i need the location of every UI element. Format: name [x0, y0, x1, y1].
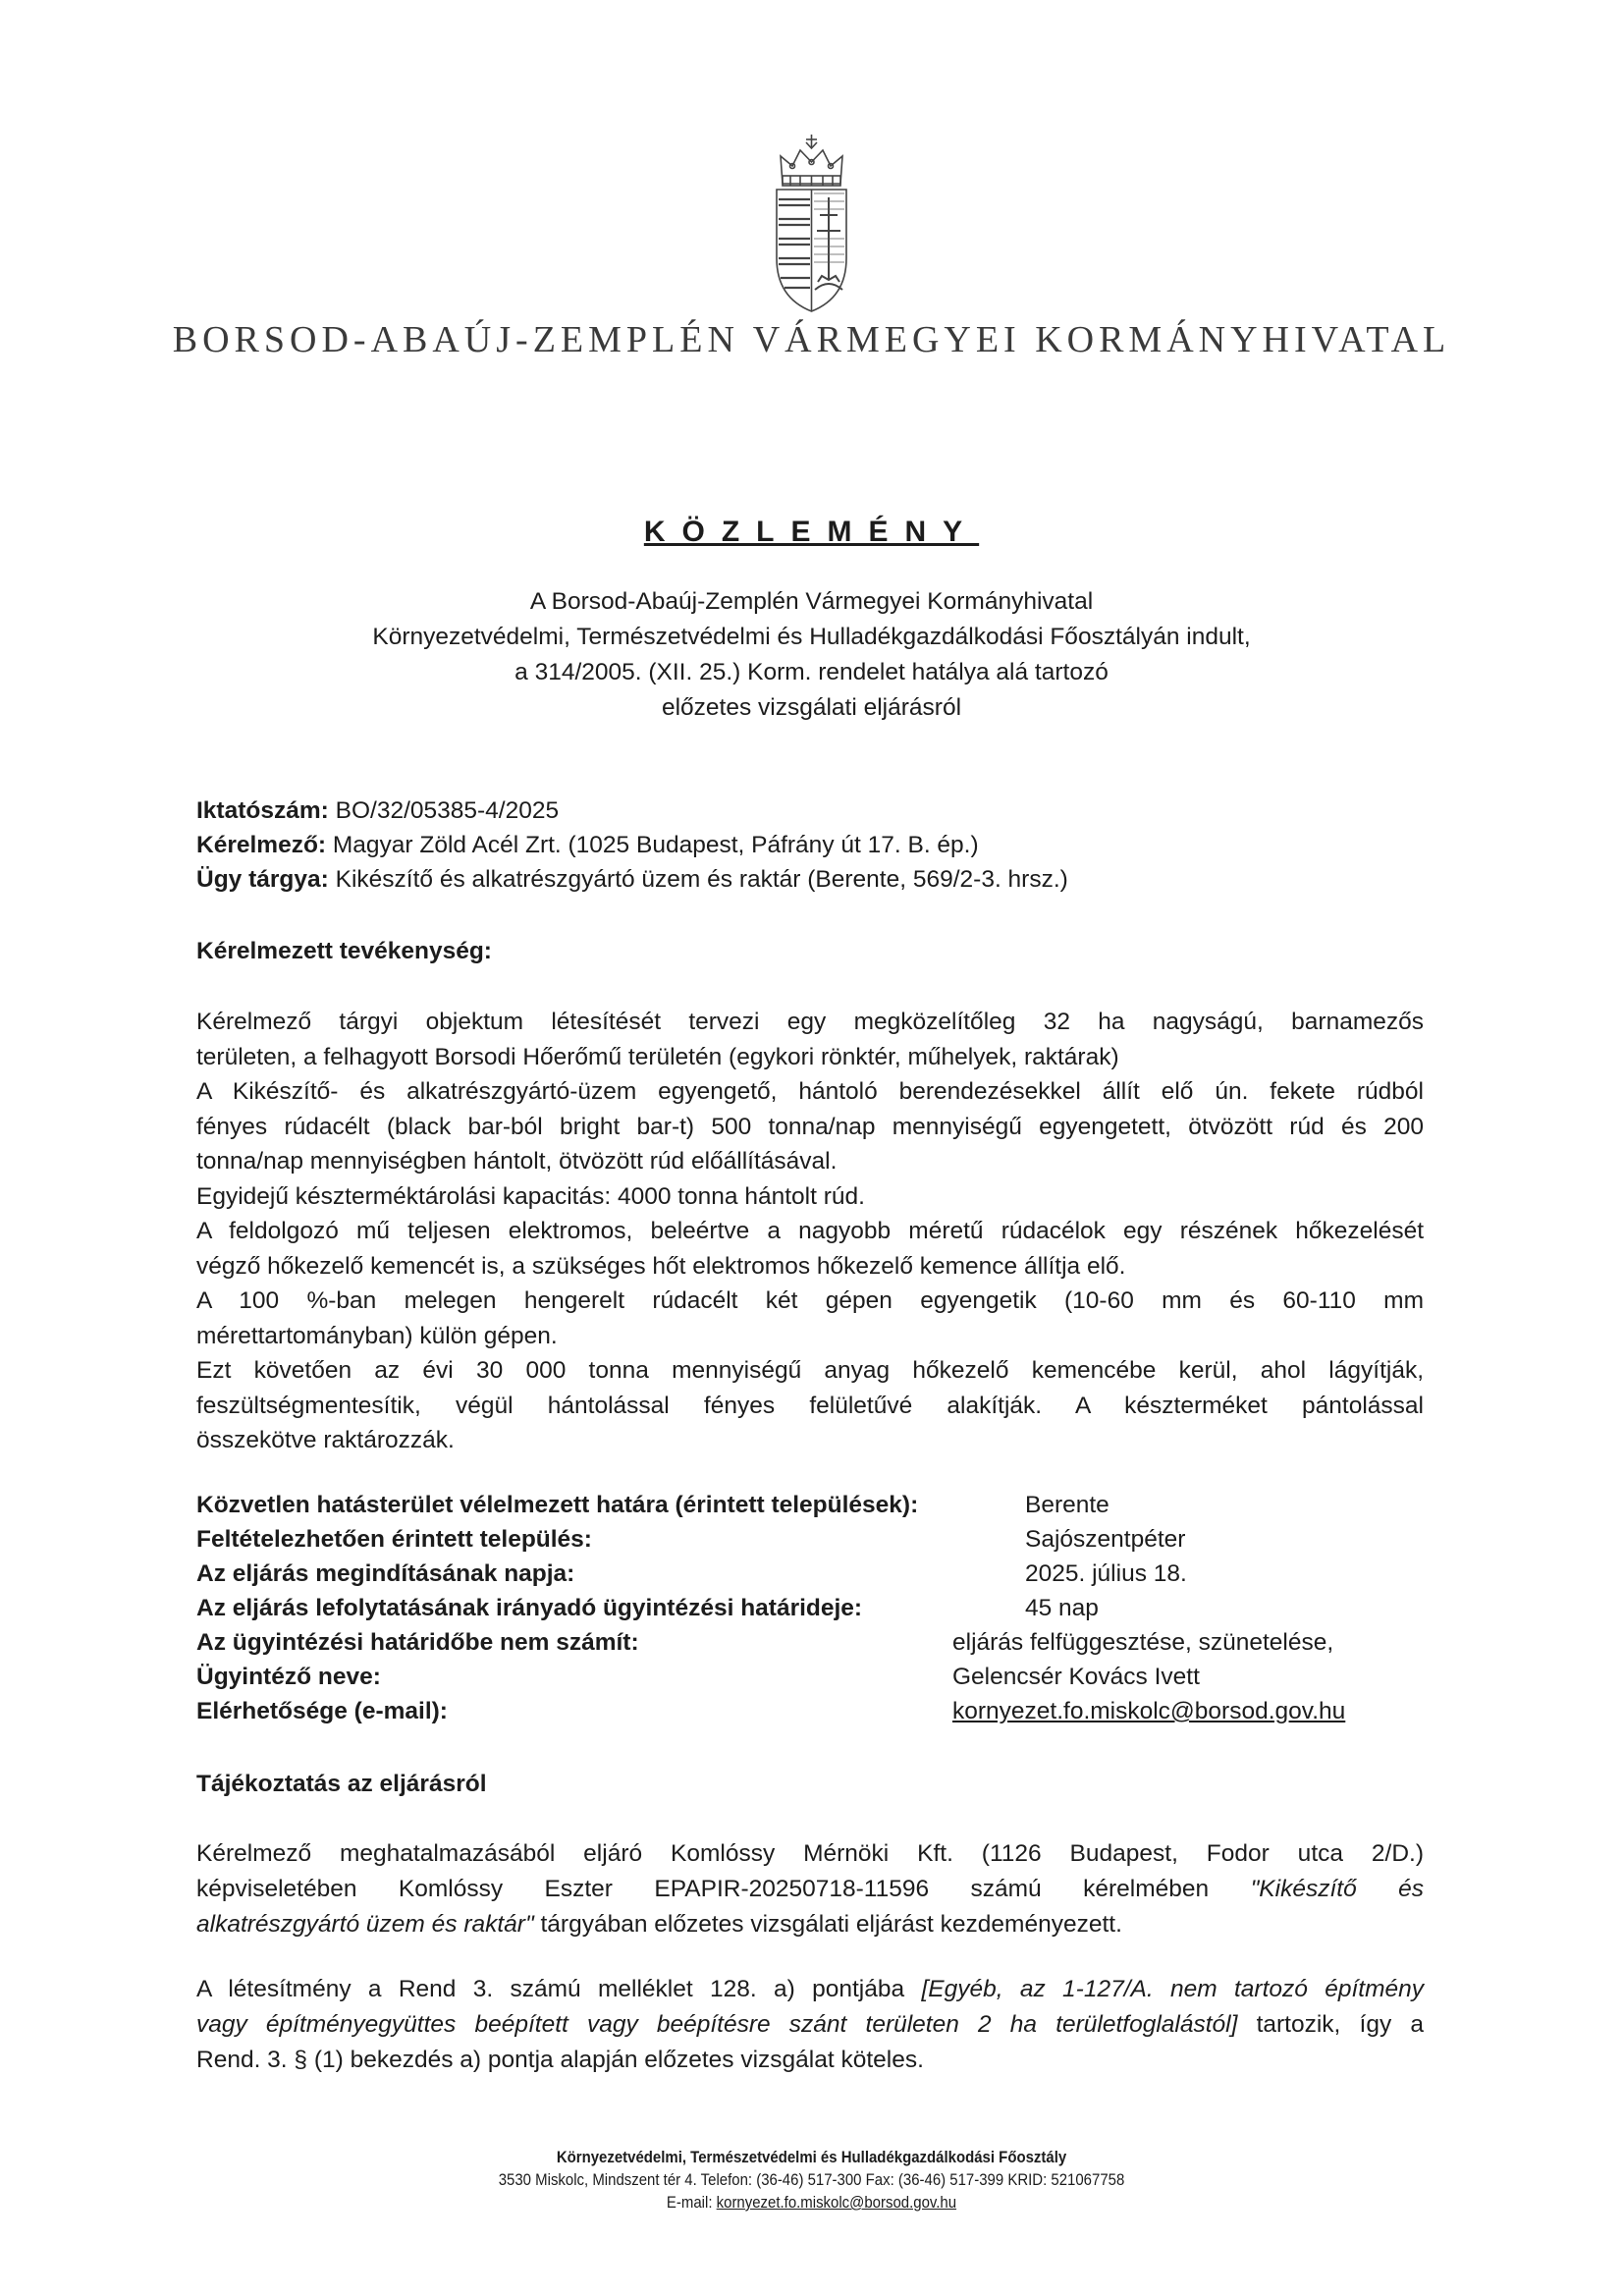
- activity-line: mérettartományban) külön gépen.: [196, 1322, 558, 1349]
- intro-line: a 314/2005. (XII. 25.) Korm. rendelet hatálya alá tartozó: [514, 659, 1109, 685]
- fact-value: eljárás felfüggesztése, szünetelése,: [952, 1629, 1334, 1656]
- activity-line: A 100 %-ban melegen hengerelt rúdacélt két gépen egyengetik (10-60 mm és 60-110 mm: [196, 1287, 1424, 1314]
- activity-line: Egyidejű készterméktárolási kapacitás: 4000 tonna hántolt rúd.: [196, 1182, 865, 1210]
- para-italic: alkatrészgyártó üzem és raktár": [196, 1911, 534, 1938]
- para-line: [196, 1907, 1424, 1942]
- para-line: [196, 2007, 1424, 2043]
- activity-line: A feldolgozó mű teljesen elektromos, beleértve a nagyobb méretű rúdacélok egy részének hőkezelését: [196, 1218, 1424, 1244]
- activity-line: A Kikészítő- és alkatrészgyártó-üzem egyengető, hántoló berendezésekkel állít elő ún. fekete rúdból: [196, 1078, 1424, 1105]
- fact-label: Elérhetősége (e-mail):: [196, 1698, 448, 1724]
- iktato-label: Iktatószám:: [196, 797, 329, 824]
- para-text: tárgyában előzetes vizsgálati eljárást kezdeményezett.: [533, 1911, 1122, 1938]
- para-text: képviseletében Komlóssy Eszter EPAPIR-20250718-11596 számú kérelmében: [196, 1876, 1210, 1902]
- fact-label: Az ügyintézési határidőbe nem számít:: [196, 1629, 639, 1656]
- procedure-paragraph-1: [196, 1836, 1424, 1942]
- fact-label: Az eljárás megindításának napja:: [196, 1560, 575, 1587]
- kerelmezo-label: Kérelmező:: [196, 832, 327, 858]
- activity-line: végző hőkezelő kemencét is, a szükséges hőt elektromos hőkezelő kemence állítja elő.: [196, 1252, 1126, 1280]
- activity-line: területen, a felhagyott Borsodi Hőerőmű területén (egykori rönktér, műhelyek, raktárak): [196, 1043, 1119, 1070]
- meta-row-iktato: [196, 793, 1068, 828]
- coat-of-arms-icon: [771, 133, 852, 314]
- page-title: KÖZLEMÉNY: [643, 516, 980, 548]
- intro-line: Környezetvédelmi, Természetvédelmi és Hulladékgazdálkodási Főosztályán indult,: [372, 624, 1251, 650]
- kerelmezo-value: Magyar Zöld Acél Zrt. (1025 Budapest, Páfrány út 17. B. ép.): [332, 832, 979, 858]
- contact-email-link[interactable]: kornyezet.fo.miskolc@borsod.gov.hu: [952, 1698, 1346, 1724]
- activity-line: fényes rúdacélt (black bar-ból bright bar-t) 500 tonna/nap mennyiségű egyengetett, ötvözött rúd és 200: [196, 1113, 1424, 1140]
- fact-value: 2025. július 18.: [1025, 1560, 1187, 1587]
- activity-line: Ezt követően az évi 30 000 tonna mennyiségű anyag hőkezelő kemencébe kerül, ahol lágyítják,: [196, 1357, 1424, 1384]
- fact-label: Közvetlen hatásterület vélelmezett határa (érintett települések):: [196, 1492, 919, 1518]
- meta-row-kerelmezo: [196, 828, 1068, 862]
- fact-value: Berente: [1025, 1492, 1109, 1518]
- meta-row-ugy: [196, 862, 1068, 897]
- footer-email-line: [97, 2191, 1526, 2214]
- activity-line: feszültségmentesítik, végül hántolással fényes felületűvé alakítják. A készterméket pántolással: [196, 1392, 1424, 1419]
- procedure-heading: Tájékoztatás az eljárásról: [196, 1771, 487, 1797]
- activity-body: [196, 1005, 1424, 1458]
- activity-heading: Kérelmezett tevékenység:: [196, 938, 492, 964]
- intro-line: A Borsod-Abaúj-Zemplén Vármegyei Kormányhivatal: [529, 588, 1094, 615]
- activity-line: Kérelmező tárgyi objektum létesítését tervezi egy megközelítőleg 32 ha nagyságú, barnamezős: [196, 1009, 1424, 1035]
- para-line: [196, 1972, 1424, 2007]
- fact-value: Sajószentpéter: [1025, 1526, 1186, 1553]
- para-text: A létesítmény a Rend 3. számú melléklet 128. a) pontjába: [196, 1976, 922, 2002]
- fact-label: Ügyintéző neve:: [196, 1664, 381, 1690]
- fact-label: Feltételezhetően érintett település:: [196, 1526, 592, 1553]
- para-line: Kérelmező meghatalmazásából eljáró Komlóssy Mérnöki Kft. (1126 Budapest, Fodor utca 2/D.): [196, 1840, 1424, 1867]
- iktato-value: BO/32/05385-4/2025: [335, 797, 560, 824]
- para-italic: [Egyéb, az 1-127/A. nem tartozó építmény: [921, 1976, 1424, 2002]
- para-line: [196, 1872, 1424, 1907]
- para-text: tartozik, így a: [1237, 2011, 1424, 2038]
- para-line: Rend. 3. § (1) bekezdés a) pontja alapján előzetes vizsgálat köteles.: [196, 2047, 924, 2073]
- intro-block: [0, 584, 1623, 726]
- para-italic: "Kikészítő és: [1250, 1876, 1425, 1902]
- footer-email-label: E-mail:: [666, 2193, 717, 2212]
- intro-line: előzetes vizsgálati eljárásról: [661, 694, 962, 721]
- ugy-value: Kikészítő és alkatrészgyártó üzem és raktár (Berente, 569/2-3. hrsz.): [335, 866, 1068, 893]
- activity-line: tonna/nap mennyiségben hántolt, ötvözött rúd előállításával.: [196, 1148, 838, 1175]
- fact-value: 45 nap: [1025, 1595, 1099, 1621]
- fact-value: Gelencsér Kovács Ivett: [952, 1664, 1200, 1690]
- fact-label: Az eljárás lefolytatásának irányadó ügyintézési határideje:: [196, 1595, 863, 1621]
- page-footer: [97, 2146, 1526, 2214]
- footer-email-link[interactable]: kornyezet.fo.miskolc@borsod.gov.hu: [716, 2193, 957, 2212]
- office-name: BORSOD-ABAÚJ-ZEMPLÉN VÁRMEGYEI KORMÁNYHIVATAL: [172, 319, 1451, 360]
- ugy-label: Ügy tárgya:: [196, 866, 329, 893]
- case-meta: [196, 793, 1068, 897]
- activity-line: összekötve raktározzák.: [196, 1427, 455, 1453]
- footer-dept: Környezetvédelmi, Természetvédelmi és Hulladékgazdálkodási Főosztály: [556, 2148, 1067, 2166]
- footer-address: 3530 Miskolc, Mindszent tér 4. Telefon: (36-46) 517-300 Fax: (36-46) 517-399 KRID: 521067758: [498, 2170, 1125, 2189]
- para-italic: vagy építményegyüttes beépített vagy beépítésre szánt területen 2 ha területfoglalástól]: [196, 2011, 1238, 2038]
- procedure-paragraph-2: [196, 1972, 1424, 2078]
